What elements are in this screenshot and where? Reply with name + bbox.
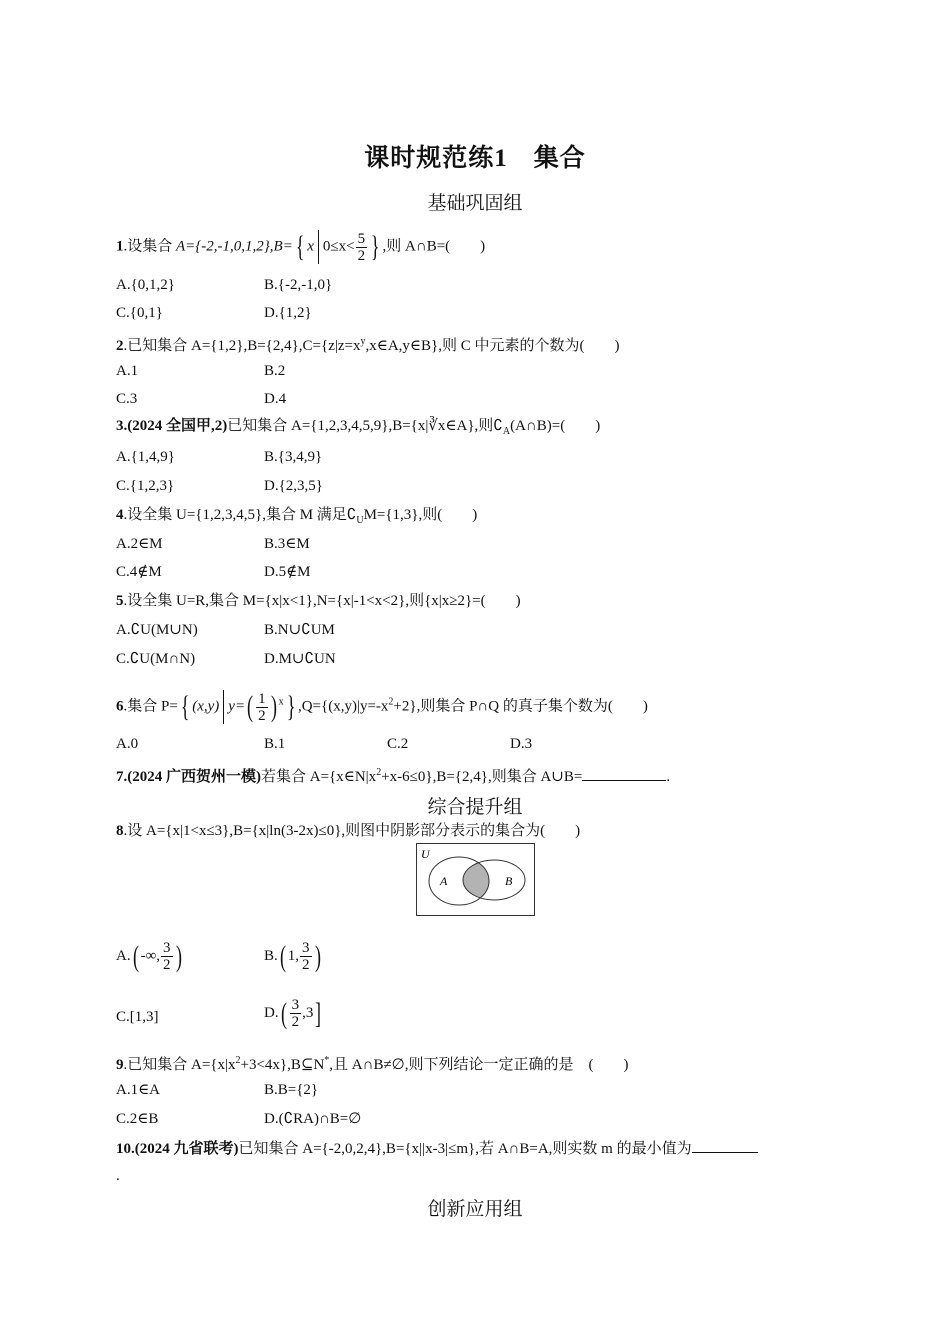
question-5: 5.设全集 U=R,集合 M={x|x<1},N={x|-1<x<2},则{x|x≥2}=( ) xyxy=(116,593,521,609)
set-b-label: B xyxy=(505,874,513,888)
option: C.2∈B xyxy=(116,1111,159,1127)
option: A.2∈M xyxy=(116,536,163,552)
option: C.[1,3] xyxy=(116,1009,159,1025)
option: B.2 xyxy=(264,363,286,379)
question-7: 7.(2024 广西贺州一模)若集合 $A=\{x\in N|x^2+x-6\le 0\},B=\{2,4\}$,则集合 A∪B= . xyxy=(116,767,671,785)
option: B.( 1, $\frac{3}{2}$ ) xyxy=(264,939,321,973)
option: A.∁U(M∪N) xyxy=(116,622,198,638)
section-innovation: 创新应用组 xyxy=(427,1199,523,1220)
option: D.{2,3,5} xyxy=(264,478,323,494)
page-title: 课时规范练1 集合 xyxy=(364,145,586,172)
universe-label: U xyxy=(421,847,430,861)
option: D.(∁RA)∩B=∅ xyxy=(264,1111,362,1127)
option: B.B={2} xyxy=(264,1082,319,1098)
question-source: .(2024 九省联考) xyxy=(131,1141,239,1157)
option: B.1 xyxy=(264,736,286,752)
question-1: 1.设集合 A={-2,-1,0,1,2},B={ x 0≤x< $\frac{5}{2}$ } ,则 A∩B=( ) xyxy=(116,230,486,264)
section-advanced: 综合提升组 xyxy=(427,797,523,818)
option: D.5∉M xyxy=(264,564,311,580)
question-number: 7 xyxy=(116,769,124,785)
option: D.{1,2} xyxy=(264,305,312,321)
option: D.( $\frac{3}{2}$ ,3] xyxy=(264,996,322,1030)
option: C.4∉M xyxy=(116,564,162,580)
fraction: $\frac{3}{2}$ xyxy=(291,997,300,1030)
question-number: 4 xyxy=(116,507,124,523)
option: C.{1,2,3} xyxy=(116,478,175,494)
option: B.N∪∁UM xyxy=(264,622,335,638)
section-basic: 基础巩固组 xyxy=(427,193,523,214)
question-number: 6 xyxy=(116,698,124,715)
option: A.{1,4,9} xyxy=(116,449,175,465)
venn-diagram xyxy=(416,843,536,917)
question-number: 3 xyxy=(116,418,124,434)
question-number: 10 xyxy=(116,1141,131,1157)
question-6: 6.集合 P={ (x,y) y=( $\frac{1}{2}$ ) $^x$} $,Q=\{(x,y)|y=-x^2+2\}$,则集合 P∩Q 的真子集个数为( ) xyxy=(116,690,648,724)
option: C.3 xyxy=(116,391,138,407)
question-10: 10.(2024 九省联考)已知集合 A={-2,0,2,4},B={x||x-3|≤m},若 A∩B=A,则实数 m 的最小值为 xyxy=(116,1138,758,1159)
fraction: $\frac{3}{2}$ xyxy=(302,940,310,973)
set-a-label: A xyxy=(440,874,448,888)
question-number: 1 xyxy=(116,238,124,255)
question-number: 5 xyxy=(116,593,124,609)
question-9: 9.已知集合 $A=\{x|x^2+3<4x\},B⊆N^*$,且 A∩B≠∅,则下列结论一定正确的是 ( ) xyxy=(116,1055,629,1073)
question-number: 9 xyxy=(116,1057,124,1073)
question-3: 3.(2024 全国甲,2)已知集合 A={1,2,3,4,5,9},B={x|∛x∈A},则$∁_A(A\cap B)=$( ) xyxy=(116,418,601,437)
option: C.{0,1} xyxy=(116,305,163,321)
fraction: $\frac{5}{2}$ xyxy=(357,230,366,264)
option: B.{3,4,9} xyxy=(264,449,323,465)
question-number: 2 xyxy=(116,338,124,354)
fraction: $\frac{3}{2}$ xyxy=(163,940,171,973)
option: C.∁U(M∩N) xyxy=(116,651,196,667)
option: A.( -∞, $\frac{3}{2}$ ) xyxy=(116,939,182,973)
option: D.M∪∁UN xyxy=(264,651,336,667)
question-10-period: . xyxy=(116,1168,120,1184)
option: A.1∈A xyxy=(116,1082,161,1098)
question-8: 8.设 A={x|1<x≤3},B={x|ln(3-2x)≤0},则图中阴影部分表示的集合为( ) xyxy=(116,823,581,839)
answer-blank[interactable] xyxy=(692,1138,758,1153)
option: B.3∈M xyxy=(264,536,310,552)
option: A.{0,1,2} xyxy=(116,277,175,293)
option: C.2 xyxy=(387,736,409,752)
option: A.0 xyxy=(116,736,139,752)
question-number: 8 xyxy=(116,823,124,839)
fraction: $\frac{1}{2}$ xyxy=(258,690,266,724)
question-source: .(2024 全国甲,2) xyxy=(123,418,228,434)
question-4: 4.设全集 U={1,2,3,4,5},集合 M 满足$∁_UM=\{1,3\}$,则( ) xyxy=(116,507,478,526)
option: D.3 xyxy=(510,736,533,752)
option: D.4 xyxy=(264,391,287,407)
answer-blank[interactable] xyxy=(582,766,666,781)
option: B.{-2,-1,0} xyxy=(264,277,333,293)
question-2: 2.已知集合 $A=\{1,2\},B=\{2,4\},C=\{z|z=x^y,x\in A,y\in B\}$,则 C 中元素的个数为( ) xyxy=(116,336,620,354)
option: A.1 xyxy=(116,363,139,379)
question-source: .(2024 广西贺州一模) xyxy=(123,769,261,785)
